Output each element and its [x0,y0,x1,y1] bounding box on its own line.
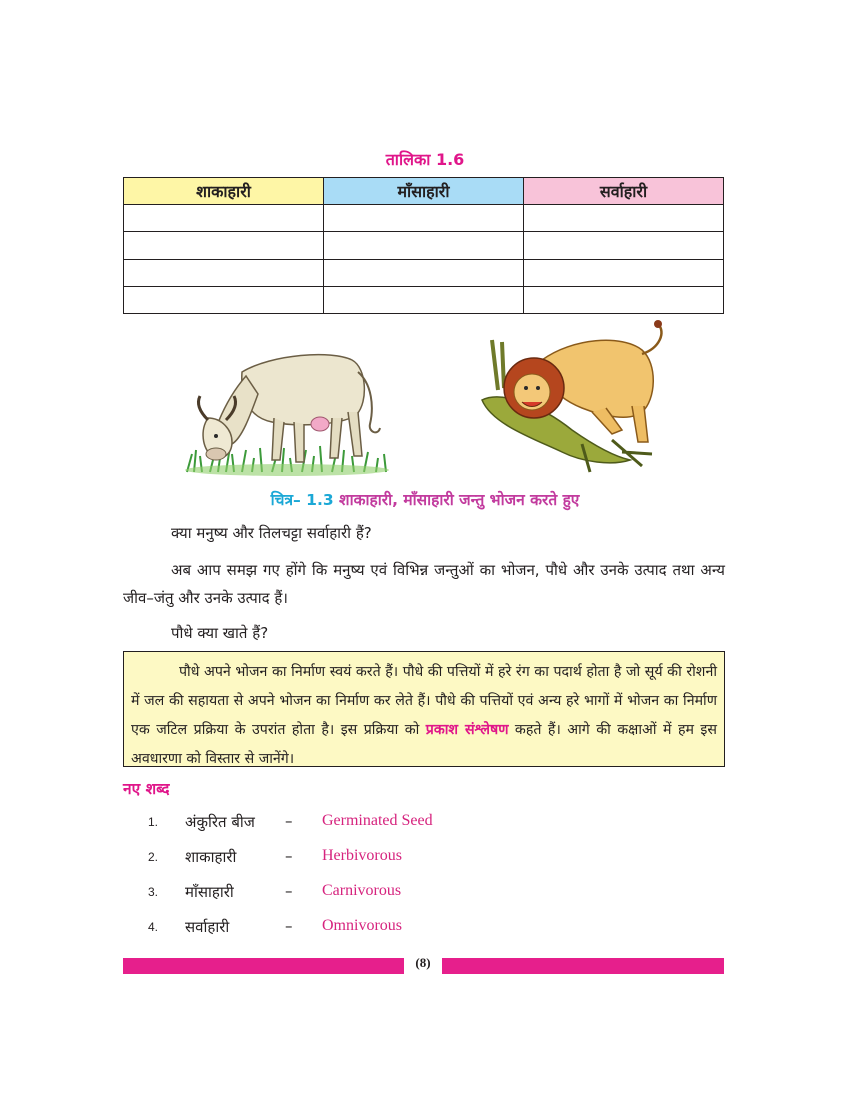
list-item [0,847,850,871]
list-item [0,882,850,906]
figure-number: चित्र– 1.3 [270,491,334,509]
table-cell[interactable] [324,232,524,259]
lion-eating-deer-illustration [462,320,668,478]
table-row [124,232,724,259]
paragraph-food-sources: अब आप समझ गए होंगे कि मनुष्य एवं विभिन्न जन्तुओं का भोजन, पौधे और उनके उत्पाद तथा अन्य जीव–जंतु और उनके उत्पाद हैं। [123,561,725,607]
word-number: 2. [148,850,159,864]
header-herbivore: शाकाहारी [124,178,324,205]
box-text-after: कहते हैं। आगे की कक्षाओं में हम इस अवधारणा को विस्तार से जानेंगे। [131,722,717,767]
table-row [124,286,724,313]
question-plants-food: पौधे क्या खाते हैं? [171,624,269,642]
page-number: (8) [415,955,431,970]
table-title: तालिका 1.6 [385,150,465,169]
word-dash: – [285,917,293,935]
word-english: Herbivorous [322,847,402,864]
table-cell[interactable] [124,205,324,232]
photosynthesis-term: प्रकाश संश्लेषण [425,722,509,738]
word-hindi: माँसाहारी [185,883,234,901]
word-english: Carnivorous [322,882,402,899]
table-row [124,259,724,286]
word-dash: – [285,847,293,865]
photosynthesis-info-box [123,651,725,767]
word-number: 4. [148,920,159,934]
word-english: Germinated Seed [322,812,433,829]
word-number: 1. [148,815,159,829]
figure-caption [0,488,850,510]
word-hindi: अंकुरित बीज [185,813,255,831]
word-hindi: शाकाहारी [185,848,237,866]
question-omnivore: क्या मनुष्य और तिलचट्टा सर्वाहारी हैं? [171,524,372,542]
table-cell[interactable] [124,259,324,286]
word-dash: – [285,882,293,900]
table-cell[interactable] [524,259,724,286]
table-cell[interactable] [324,205,524,232]
list-item [0,812,850,836]
table-cell[interactable] [124,286,324,313]
word-hindi: सर्वाहारी [185,918,230,936]
table-cell[interactable] [524,286,724,313]
figure-caption-text: शाकाहारी, माँसाहारी जन्तु भोजन करते हुए [339,491,580,509]
table-cell[interactable] [324,259,524,286]
header-omnivore: सर्वाहारी [524,178,724,205]
list-item [0,917,850,941]
box-text-before: पौधे अपने भोजन का निर्माण स्वयं करते हैं। पौधे की पत्तियों में हरे रंग का पदार्थ होता है जो सूर्य की रोशनी में जल की सहायता से अपने भोजन का निर्माण कर लेते हैं। पौधे की पत्तियों एवं अन्य हरे भागों में भोजन का निर्माण एक जटिल प्रक्रिया के उपरांत होता है। इस प्रक्रिया को [131,664,717,738]
table-cell[interactable] [124,232,324,259]
cow-grazing-illustration [182,332,392,477]
table-cell[interactable] [324,286,524,313]
table-row [124,205,724,232]
table-cell[interactable] [524,232,724,259]
footer-bar-left [123,958,404,974]
table-header-row [124,178,724,205]
footer-bar-right [442,958,724,974]
table-cell[interactable] [524,205,724,232]
food-habit-table [123,177,724,314]
word-dash: – [285,812,293,830]
header-carnivore: माँसाहारी [324,178,524,205]
new-words-heading: नए शब्द [123,780,170,798]
word-english: Omnivorous [322,917,402,934]
word-number: 3. [148,885,159,899]
